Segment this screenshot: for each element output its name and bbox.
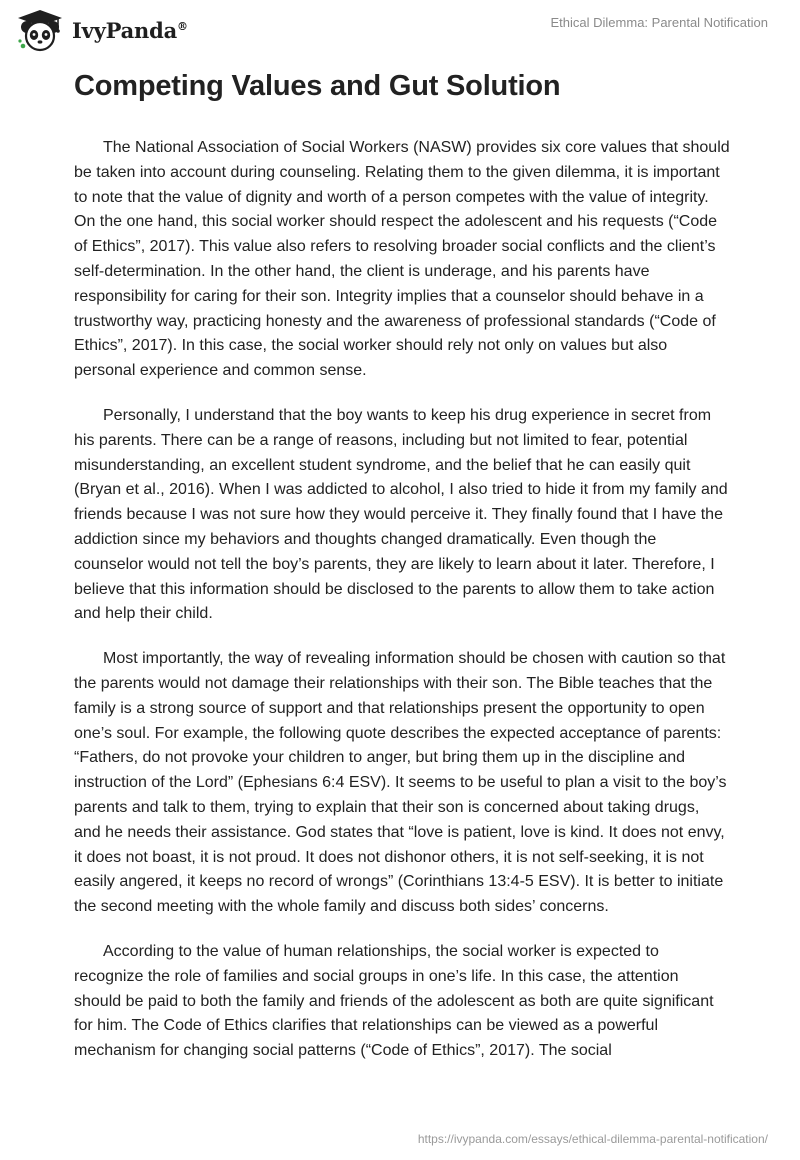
paragraph: The National Association of Social Workers (NASW) provides six core values that should be taken into account during counseling. Relating them to the given dilemma, it is important to note that the value of dignity and worth of a person competes with the value of integrity. On the one hand, this social worker should respect the adolescent and his requests (“Code of Ethics”, 2017). This value also refers to resolving broader social conflicts and the client’s self-determination. In the other hand, the client is underage, and his parents have responsibility for caring for their son. Integrity implies that a counselor should behave in a trustworthy way, practicing honesty and the awareness of professional standards (“Code of Ethics”, 2017). In this case, the social worker should rely not only on values but also personal experience and common sense.: [74, 139, 730, 380]
paragraph: Most importantly, the way of revealing information should be chosen with caution so that the parents would not damage their relationships with their son. The Bible teaches that the family is a strong source of support and that relationships present the opportunity to open one’s soul. For example, the following quote describes the expected acceptance of parents: “Fathers, do not provoke your children to anger, but bring them up in the discipline and instruction of the Lord” (Ephesians 6:4 ESV). It seems to be useful to plan a visit to the boy’s parents and talk to them, trying to explain that their son is concerned about taking drugs, and he needs their assistance. God states that “love is patient, love is kind. It does not envy, it does not boast, it is not proud. It does not dishonor others, it is not self-seeking, it is not easily angered, it keeps no record of wrongs” (Corinthians 13:4-5 ESV). It is better to initiate the second meeting with the whole family and discuss both sides’ concerns.: [74, 650, 727, 916]
page-header: [0, 0, 800, 64]
paragraph: According to the value of human relationships, the social worker is expected to recognize the role of families and social groups in one’s life. In this case, the attention should be paid to both the family and friends of the adolescent as both are quite significant for him. The Code of Ethics clarifies that relationships can be viewed as a powerful mechanism for changing social patterns (“Code of Ethics”, 2017). The social: [74, 942, 714, 1060]
panda-graduate-icon: [14, 8, 66, 52]
ivypanda-logo[interactable]: [14, 8, 188, 52]
document-title: Ethical Dilemma: Parental Notification: [550, 15, 768, 30]
brand-name: IvyPanda®: [72, 17, 188, 43]
essay-body: [74, 136, 730, 1084]
source-url[interactable]: https://ivypanda.com/essays/ethical-dilemma-parental-notification/: [417, 1132, 768, 1146]
paragraph: Personally, I understand that the boy wants to keep his drug experience in secret from his parents. There can be a range of reasons, including but not limited to fear, potential misunderstanding, an excellent student syndrome, and the belief that he can easily quit (Bryan et al., 2016). When I was addicted to alcohol, I also tried to hide it from my family and friends because I was not sure how they would perceive it. They finally found that I have the addiction since my behaviors and thoughts changed dramatically. Even though the counselor would not tell the boy’s parents, they are likely to learn about it later. Therefore, I believe that this information should be disclosed to the parents to allow them to take action and help their child.: [74, 406, 728, 623]
section-heading: Competing Values and Gut Solution: [74, 70, 561, 102]
